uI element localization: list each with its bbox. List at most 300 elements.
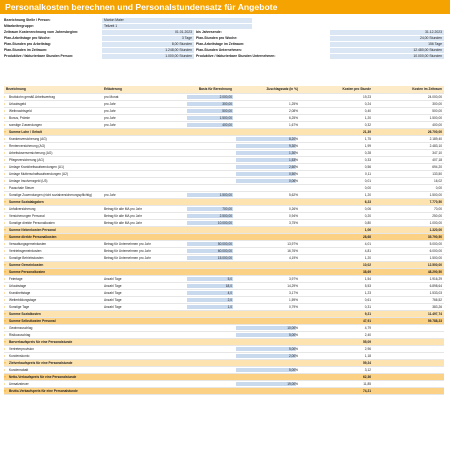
- row-bullet-icon: •: [4, 102, 6, 106]
- header-sub-label: Produktive / fakturierbare Stunden Unternehmen:: [196, 54, 276, 58]
- row-note: Anzahl Tage: [104, 298, 122, 302]
- row-cost-hour: 1,20: [364, 116, 371, 120]
- row-note: Betrag für alle MA pro Jahr: [104, 207, 142, 211]
- row-cost-period: 766,52: [432, 298, 442, 302]
- input-cell[interactable]: [236, 151, 296, 156]
- row-cost-period: 24.000,00: [427, 95, 442, 99]
- row-basis[interactable]: 1.500,00: [219, 193, 232, 197]
- row-cost-period: 347,10: [432, 151, 442, 155]
- summary-row: [4, 199, 444, 206]
- summary-row: [4, 318, 444, 325]
- table-row: [4, 143, 444, 150]
- row-rate: 16,76%: [287, 249, 298, 253]
- row-label: Barverkaufspreis für eine Personalstunde: [9, 340, 73, 344]
- row-arrow-icon: »: [4, 263, 6, 267]
- row-bullet-icon: •: [4, 368, 6, 372]
- row-rate: 4,19%: [288, 256, 298, 260]
- row-cost-hour: 0,61: [364, 298, 371, 302]
- row-cost-period: 6.898,64: [429, 284, 442, 288]
- input-cell[interactable]: [236, 354, 296, 359]
- row-bullet-icon: •: [4, 151, 6, 155]
- row-note: Anzahl Tage: [104, 284, 122, 288]
- row-cost-hour: 47,91: [363, 319, 371, 323]
- row-label: Umlage Mutterschaftsaufwendungen (U2): [9, 172, 68, 176]
- row-basis[interactable]: 4,0: [227, 291, 232, 295]
- row-cost-period: 133,50: [432, 172, 442, 176]
- row-cost-period: 70,00: [434, 207, 442, 211]
- column-header: Bezeichnung: [6, 87, 26, 91]
- row-cost-period: 48.290,50: [427, 270, 442, 274]
- table-row: [4, 332, 444, 339]
- row-cost-hour: 59,24: [363, 361, 371, 365]
- row-basis[interactable]: 5,0: [227, 277, 232, 281]
- table-row: [4, 108, 444, 115]
- header-value[interactable]: 3 Tage: [181, 36, 192, 40]
- row-cost-hour: 4,79: [364, 326, 371, 330]
- row-label: Summe Sozialkosten: [9, 312, 41, 316]
- input-cell[interactable]: [187, 277, 233, 282]
- row-label: Summe Personalkosten: [9, 270, 46, 274]
- header-label: Plan-Arbeitstage pro Woche:: [4, 36, 51, 40]
- row-arrow-icon: »: [4, 270, 6, 274]
- header-label: Bezeichnung Stelle / Person:: [4, 18, 51, 22]
- row-bullet-icon: •: [4, 172, 6, 176]
- row-label: Sonstige direkte Personalkosten: [9, 221, 55, 225]
- row-note: Betrag für Unternehmen pro Jahr: [104, 249, 151, 253]
- row-bullet-icon: •: [4, 109, 6, 113]
- header-input-cell[interactable]: [102, 36, 194, 41]
- row-cost-hour: 9,21: [364, 312, 371, 316]
- header-value[interactable]: 1.000,00 Stunden: [165, 54, 192, 58]
- header-input-cell[interactable]: [102, 24, 252, 29]
- row-bullet-icon: •: [4, 291, 6, 295]
- row-bullet-icon: •: [4, 165, 6, 169]
- row-bullet-icon: •: [4, 214, 6, 218]
- column-header: Erläuterung: [104, 87, 122, 91]
- row-label: Arbeitslosenversicherung (AG): [9, 151, 53, 155]
- row-arrow-icon: »: [4, 361, 6, 365]
- input-cell[interactable]: [236, 333, 296, 338]
- input-cell[interactable]: [236, 347, 296, 352]
- summary-row: [4, 262, 444, 269]
- header-value[interactable]: 8,00 Stunden: [171, 42, 192, 46]
- input-cell[interactable]: [236, 179, 296, 184]
- row-rate: 0,06%: [288, 179, 298, 183]
- row-cost-period: 1.500,00: [429, 256, 442, 260]
- row-arrow-icon: »: [4, 312, 6, 316]
- input-cell[interactable]: [236, 158, 296, 163]
- table-row: [4, 255, 444, 262]
- row-basis[interactable]: 1,0: [227, 305, 232, 309]
- header-label: Mitarbeitergruppe:: [4, 24, 34, 28]
- row-note: Anzahl Tage: [104, 291, 122, 295]
- row-label: Netto-Verkaufspreis für eine Personalstunde: [9, 375, 77, 379]
- row-label: Unfallversicherung: [9, 207, 36, 211]
- row-cost-hour: 0,28: [364, 151, 371, 155]
- row-cost-hour: 0,11: [365, 172, 371, 176]
- row-label: Summe Nebenkosten Personal: [9, 228, 56, 232]
- table-row: [4, 122, 444, 129]
- row-cost-hour: 3,12: [364, 368, 371, 372]
- row-label: Vertriebsgemeinkosten: [9, 249, 42, 253]
- row-label: Bruttolohn gemäß Arbeitsvertrag: [9, 95, 55, 99]
- header-value[interactable]: Teilzeit 1: [104, 24, 118, 28]
- row-cost-period: 7.770,50: [429, 200, 442, 204]
- row-cost-period: 407,18: [432, 158, 442, 162]
- row-arrow-icon: »: [4, 235, 6, 239]
- row-rate: 9,30%: [288, 144, 298, 148]
- table-row: [4, 213, 444, 220]
- table-row: [4, 192, 444, 199]
- header-label: Zeitraum Kostenrechnung vom Jahresbeginn:: [4, 30, 79, 34]
- row-cost-hour: 11,85: [363, 382, 371, 386]
- row-basis[interactable]: 2,0: [227, 298, 232, 302]
- input-cell[interactable]: [187, 291, 233, 296]
- table-row: [4, 136, 444, 143]
- table-row: [4, 283, 444, 290]
- input-cell[interactable]: [187, 298, 233, 303]
- row-basis[interactable]: 2.000,00: [219, 95, 232, 99]
- row-bullet-icon: •: [4, 137, 6, 141]
- row-arrow-icon: »: [4, 340, 6, 344]
- input-cell[interactable]: [236, 144, 296, 149]
- header-label: Plan-Stunden pro Arbeitstag:: [4, 42, 51, 46]
- row-bullet-icon: •: [4, 326, 6, 330]
- row-bullet-icon: •: [4, 158, 6, 162]
- row-label: Summe Selbstkosten Personal: [9, 319, 56, 323]
- row-cost-hour: 0,20: [364, 214, 371, 218]
- row-basis[interactable]: 700,00: [222, 207, 232, 211]
- row-rate: 19,00%: [287, 382, 298, 386]
- row-cost-hour: 0,33: [364, 158, 371, 162]
- row-label: Zielverkaufspreis für eine Personalstunde: [9, 361, 73, 365]
- row-basis[interactable]: 400,00: [222, 123, 232, 127]
- header-input-cell[interactable]: [330, 42, 444, 47]
- row-rate: 2,00%: [288, 354, 298, 358]
- summary-row: [4, 269, 444, 276]
- table-row: [4, 157, 444, 164]
- summary-row: [4, 311, 444, 318]
- table-row: [4, 171, 444, 178]
- row-arrow-icon: »: [4, 375, 6, 379]
- header-value[interactable]: 10.000,00 Stunden: [413, 54, 442, 58]
- row-label: Urlaubstage: [9, 284, 27, 288]
- row-label: Risikozuschlag: [9, 333, 31, 337]
- input-cell[interactable]: [236, 137, 296, 142]
- row-cost-period: 1.320,00: [429, 228, 442, 232]
- row-rate: 5,00%: [288, 347, 298, 351]
- row-cost-period: 400,00: [432, 123, 442, 127]
- row-cost-period: 300,00: [432, 102, 442, 106]
- row-note: pro Jahr: [104, 116, 116, 120]
- row-rate: 0,94%: [288, 214, 298, 218]
- row-bullet-icon: •: [4, 347, 6, 351]
- column-header: Zuschlagssatz (in %): [266, 87, 298, 91]
- row-label: Brutto-Verkaufspreis für eine Personalstunde: [9, 389, 78, 393]
- row-arrow-icon: »: [4, 130, 6, 134]
- row-cost-period: 500,00: [432, 109, 442, 113]
- row-cost-period: 383,26: [432, 305, 442, 309]
- row-cost-hour: 5,53: [364, 284, 371, 288]
- row-arrow-icon: »: [4, 319, 6, 323]
- row-bullet-icon: •: [4, 179, 6, 183]
- header-value[interactable]: 01.01.2023: [175, 30, 192, 34]
- row-basis[interactable]: 2.500,00: [219, 214, 232, 218]
- row-cost-hour: 62,36: [363, 375, 371, 379]
- row-rate: 14,29%: [287, 284, 298, 288]
- row-cost-hour: 1,20: [364, 193, 371, 197]
- row-cost-period: 1.000,00: [429, 221, 442, 225]
- row-cost-period: 35.790,50: [427, 235, 442, 239]
- row-bullet-icon: •: [4, 249, 6, 253]
- column-header-row: [4, 86, 444, 94]
- row-bullet-icon: •: [4, 298, 6, 302]
- row-cost-hour: 0,32: [364, 123, 371, 127]
- row-label: Krankenversicherung (AG): [9, 137, 47, 141]
- row-label: Feiertage: [9, 277, 23, 281]
- row-label: Sonstige Tage: [9, 305, 30, 309]
- header-value[interactable]: 12.480,00 Stunden: [413, 48, 442, 52]
- row-cost-hour: 38,69: [363, 270, 371, 274]
- row-basis[interactable]: 18,0: [225, 284, 232, 288]
- row-rate: 1,67%: [288, 123, 298, 127]
- cost-table: [4, 86, 444, 395]
- summary-row: [4, 339, 444, 346]
- header-value[interactable]: Marion Maier: [104, 18, 124, 22]
- row-cost-period: 1.533,03: [429, 291, 442, 295]
- row-cost-hour: 19,23: [363, 95, 371, 99]
- row-rate: 2,60%: [288, 165, 298, 169]
- row-note: pro Monat: [104, 95, 119, 99]
- row-cost-period: 12.500,00: [427, 263, 442, 267]
- row-basis[interactable]: 300,00: [222, 102, 232, 106]
- row-cost-hour: 0,80: [364, 221, 371, 225]
- row-cost-hour: 1,23: [364, 291, 371, 295]
- row-bullet-icon: •: [4, 284, 6, 288]
- header-value[interactable]: 1.248,00 Stunden: [165, 48, 192, 52]
- header-block: [4, 17, 444, 59]
- row-cost-hour: 1,99: [364, 144, 371, 148]
- row-cost-hour: 0,24: [364, 102, 371, 106]
- row-cost-hour: 0,06: [364, 207, 371, 211]
- row-cost-hour: 6,23: [364, 200, 371, 204]
- row-rate: 3,75%: [288, 221, 298, 225]
- row-rate: 1,30%: [288, 151, 298, 155]
- table-row: [4, 325, 444, 332]
- column-header: Kosten im Zeitraum: [412, 87, 442, 91]
- row-bullet-icon: •: [4, 144, 6, 148]
- row-rate: 10,00%: [287, 326, 298, 330]
- row-basis[interactable]: 10.000,00: [217, 221, 232, 225]
- row-note: pro Jahr: [104, 193, 116, 197]
- row-cost-hour: 10,02: [363, 263, 371, 267]
- row-rate: 8,20%: [288, 137, 298, 141]
- row-cost-hour: 1,18: [364, 354, 371, 358]
- summary-row: [4, 388, 444, 395]
- table-row: [4, 241, 444, 248]
- row-label: Sonstige Betriebskosten: [9, 256, 44, 260]
- header-label: Produktive / fakturierbare Stunden Person:: [4, 54, 74, 58]
- row-rate: 5,00%: [288, 333, 298, 337]
- row-label: Verwaltungsgemeinkosten: [9, 242, 47, 246]
- row-label: Bonus, Prämie: [9, 116, 30, 120]
- header-label: Plan-Stunden im Zeitraum:: [4, 48, 48, 52]
- row-bullet-icon: •: [4, 242, 6, 246]
- row-cost-hour: 55,09: [363, 340, 371, 344]
- row-label: Kundenskonto: [9, 354, 30, 358]
- page-title: Personalkosten berechnen und Personalstundensatz für Angebote: [0, 0, 450, 14]
- row-cost-period: 5.000,00: [429, 242, 442, 246]
- row-label: Rentenversicherung (AG): [9, 144, 46, 148]
- row-cost-period: 250,00: [432, 214, 442, 218]
- table-row: [4, 346, 444, 353]
- row-rate: 0,50%: [288, 172, 298, 176]
- row-note: Anzahl Tage: [104, 305, 122, 309]
- row-rate: 1,53%: [288, 158, 298, 162]
- input-cell[interactable]: [236, 172, 296, 177]
- input-cell[interactable]: [187, 305, 233, 310]
- row-label: Summe Lohn / Gehalt: [9, 130, 42, 134]
- row-rate: 3,17%: [288, 291, 298, 295]
- table-row: [4, 206, 444, 213]
- row-cost-hour: 2,40: [364, 333, 371, 337]
- row-note: Betrag für alle MA pro Jahr: [104, 221, 142, 225]
- row-note: pro Jahr: [104, 102, 116, 106]
- row-cost-period: 26.700,00: [427, 130, 442, 134]
- column-header: Kosten pro Stunde: [342, 87, 371, 91]
- row-basis[interactable]: 50.000,00: [217, 242, 232, 246]
- row-label: Krankheitstage: [9, 291, 31, 295]
- table-row: [4, 353, 444, 360]
- row-note: Betrag für Unternehmen pro Jahr: [104, 256, 151, 260]
- row-note: Betrag für alle MA pro Jahr: [104, 214, 142, 218]
- summary-row: [4, 129, 444, 136]
- row-bullet-icon: •: [4, 305, 6, 309]
- row-cost-period: 2.189,40: [429, 137, 442, 141]
- header-row: [4, 53, 444, 59]
- table-row: [4, 248, 444, 255]
- row-cost-hour: 2,96: [364, 347, 371, 351]
- row-label: Sonstige Zuwendungen (nicht sozialversicherungspflichtig): [9, 193, 92, 197]
- table-row: [4, 276, 444, 283]
- row-cost-hour: 1,75: [364, 137, 371, 141]
- row-bullet-icon: •: [4, 207, 6, 211]
- row-cost-period: 11.497,74: [427, 312, 442, 316]
- row-note: pro Jahr: [104, 109, 116, 113]
- row-bullet-icon: •: [4, 256, 6, 260]
- row-bullet-icon: •: [4, 221, 6, 225]
- row-note: Betrag für Unternehmen pro Jahr: [104, 242, 151, 246]
- row-cost-hour: 1,54: [364, 277, 371, 281]
- table-row: [4, 178, 444, 185]
- row-bullet-icon: •: [4, 95, 6, 99]
- row-cost-hour: 0,40: [364, 109, 371, 113]
- row-basis[interactable]: 500,00: [222, 109, 232, 113]
- row-label: Pflegeversicherung (AG): [9, 158, 44, 162]
- row-rate: 6,25%: [288, 116, 298, 120]
- header-value[interactable]: 31.12.2023: [425, 30, 442, 34]
- row-cost-period: 1.500,00: [429, 116, 442, 120]
- row-label: Weihnachtsgeld: [9, 109, 32, 113]
- row-cost-period: 59.788,23: [427, 319, 442, 323]
- row-cost-hour: 4,01: [364, 242, 371, 246]
- summary-row: [4, 360, 444, 367]
- row-cost-hour: 4,81: [364, 249, 371, 253]
- row-cost-hour: 1,20: [364, 256, 371, 260]
- row-bullet-icon: •: [4, 123, 6, 127]
- row-cost-hour: 0,56: [364, 165, 371, 169]
- summary-row: [4, 234, 444, 241]
- table-row: [4, 101, 444, 108]
- input-cell[interactable]: [236, 165, 296, 170]
- row-cost-hour: 74,21: [363, 389, 371, 393]
- row-bullet-icon: •: [4, 354, 6, 358]
- row-bullet-icon: •: [4, 382, 6, 386]
- row-note: pro Jahr: [104, 123, 116, 127]
- header-sub-label: bis Jahresende:: [196, 30, 222, 34]
- table-row: [4, 94, 444, 101]
- header-value[interactable]: 24,00 Stunden: [419, 36, 442, 40]
- row-rate: 0,79%: [288, 305, 298, 309]
- row-rate: 13,97%: [287, 242, 298, 246]
- column-header: Basis für Berechnung: [198, 87, 232, 91]
- summary-row: [4, 227, 444, 234]
- row-bullet-icon: •: [4, 116, 6, 120]
- header-sub-label: Plan-Arbeitstage im Zeitraum:: [196, 42, 245, 46]
- row-bullet-icon: •: [4, 333, 6, 337]
- summary-row: [4, 374, 444, 381]
- row-cost-hour: 0,00: [364, 186, 371, 190]
- table-row: [4, 381, 444, 388]
- header-input-cell[interactable]: [102, 18, 252, 23]
- table-row: [4, 220, 444, 227]
- row-note: Anzahl Tage: [104, 277, 122, 281]
- table-row: [4, 297, 444, 304]
- table-row: [4, 185, 444, 192]
- header-sub-label: Plan-Stunden pro Woche:: [196, 36, 238, 40]
- row-rate: 5,62%: [288, 193, 298, 197]
- row-cost-period: 2.483,10: [429, 144, 442, 148]
- row-label: Versicherungen Personal: [9, 214, 45, 218]
- row-label: Summe Gemeinkosten: [9, 263, 44, 267]
- row-label: Kundenrabatt: [9, 368, 29, 372]
- row-rate: 1,25%: [288, 102, 298, 106]
- row-cost-hour: 0,31: [364, 305, 371, 309]
- row-rate: 2,08%: [288, 109, 298, 113]
- row-cost-period: 0,00: [435, 186, 442, 190]
- row-arrow-icon: »: [4, 228, 6, 232]
- table-row: [4, 150, 444, 157]
- row-cost-period: 16,02: [434, 179, 442, 183]
- row-label: Weiterbildungstage: [9, 298, 37, 302]
- row-cost-period: 1.500,00: [429, 193, 442, 197]
- row-basis[interactable]: 15.000,00: [217, 256, 232, 260]
- row-cost-period: 6.000,00: [429, 249, 442, 253]
- row-cost-period: 1.916,29: [429, 277, 442, 281]
- row-label: Summe Sozialabgaben: [9, 200, 44, 204]
- input-cell[interactable]: [236, 368, 296, 373]
- row-rate: 1,59%: [288, 298, 298, 302]
- row-cost-period: 694,20: [432, 165, 442, 169]
- table-row: [4, 290, 444, 297]
- header-value[interactable]: 156 Tage: [428, 42, 442, 46]
- row-cost-hour: 1,06: [364, 228, 371, 232]
- row-arrow-icon: »: [4, 200, 6, 204]
- row-basis[interactable]: 1.500,00: [219, 116, 232, 120]
- row-bullet-icon: •: [4, 277, 6, 281]
- row-cost-hour: 28,68: [363, 235, 371, 239]
- row-basis[interactable]: 60.000,00: [217, 249, 232, 253]
